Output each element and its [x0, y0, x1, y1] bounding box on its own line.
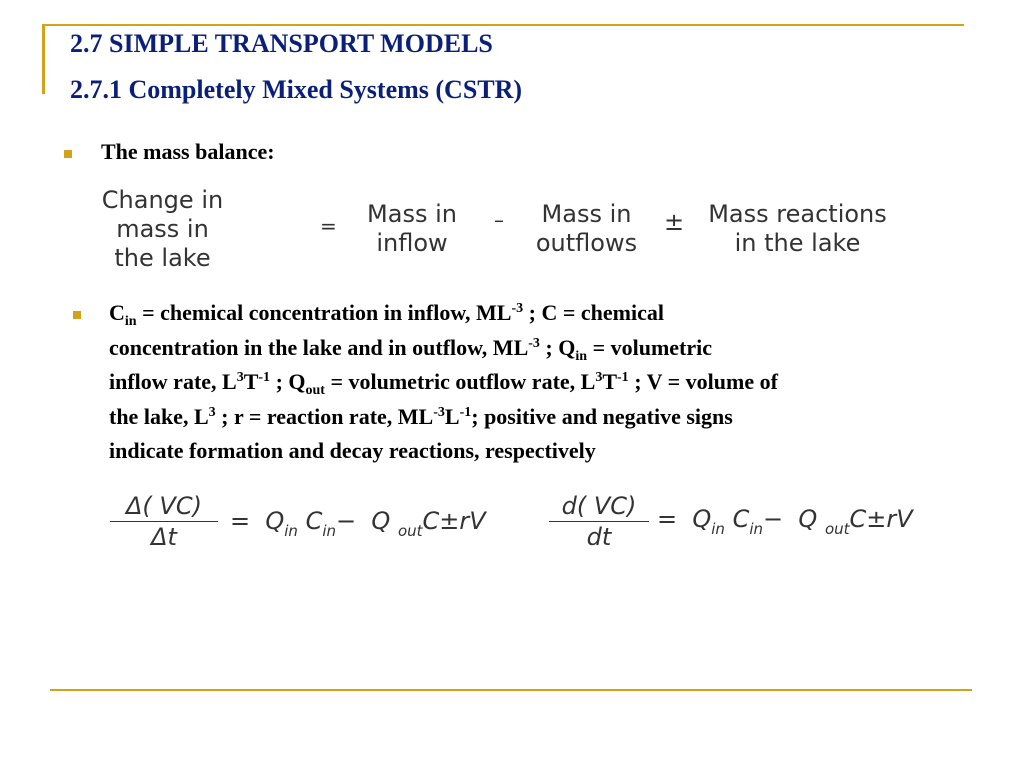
definition-line-5: indicate formation and decay reactions, respectively	[109, 438, 596, 463]
slide-title: 2.7 SIMPLE TRANSPORT MODELS	[70, 29, 493, 58]
fraction-denominator: Δt	[151, 523, 177, 551]
definition-line-2: concentration in the lake and in outflow, $ML^{-3}$ ; $Q_{in}$ = volumetric	[109, 334, 713, 364]
discrete-formula-rhs: = $Q_{in}$ $C_{in}- Q$ $_{out}$C±rV	[230, 507, 486, 540]
inflow-line-2: inflow	[376, 229, 448, 257]
change-line-3: the lake	[114, 244, 211, 272]
fraction-numerator: d( VC)	[561, 492, 637, 520]
left-rule	[42, 24, 45, 94]
slide-subtitle: 2.7.1 Completely Mixed Systems (CSTR)	[70, 75, 523, 104]
bullet-square-icon	[73, 311, 81, 319]
fraction-bar	[549, 521, 649, 522]
variable-definitions	[109, 296, 989, 469]
change-in-mass-term	[90, 186, 235, 273]
mass-outflow-term	[524, 200, 649, 258]
change-line-1: Change in	[101, 186, 224, 214]
plus-minus-sign: ±	[664, 208, 685, 236]
outflow-line-2: outflows	[535, 229, 638, 257]
react-line-2: in the lake	[734, 229, 861, 257]
differential-formula-fraction	[549, 492, 649, 551]
react-line-1: Mass reactions	[708, 200, 887, 228]
mass-inflow-term	[352, 200, 472, 258]
bullet-square-icon	[64, 150, 72, 158]
mass-balance-heading: The mass balance:	[101, 139, 275, 164]
minus-sign: –	[494, 208, 504, 232]
fraction-bar	[110, 521, 218, 522]
inflow-line-1: Mass in	[367, 200, 457, 228]
mass-reactions-term	[690, 200, 905, 258]
definition-line-1: $C_{in}$ = chemical concentration in inflow, $ML^{-3}$ ; C = chemical	[109, 300, 664, 329]
equals-sign: =	[320, 214, 337, 238]
fraction-numerator: Δ( VC)	[126, 492, 202, 520]
fraction-denominator: dt	[586, 523, 612, 551]
definition-line-3: inflow rate, $L^3T^{-1}$ ; $Q_{out}$ = volumetric outflow rate, $L^3T^{-1}$ ; V = volume of	[109, 369, 778, 398]
mass-balance-equation	[80, 182, 960, 272]
top-rule	[44, 24, 964, 26]
change-line-2: mass in	[116, 215, 209, 243]
bottom-rule	[50, 689, 972, 691]
outflow-line-1: Mass in	[541, 200, 632, 228]
discrete-formula-fraction	[110, 492, 218, 551]
definition-line-4: the lake, $L^3$ ; r = reaction rate, $ML^{-3}L^{-1}$; positive and negative signs	[109, 403, 733, 429]
differential-formula-rhs: = $Q_{in}$ $C_{in}- Q$ $_{out}$C±rV	[657, 505, 913, 538]
